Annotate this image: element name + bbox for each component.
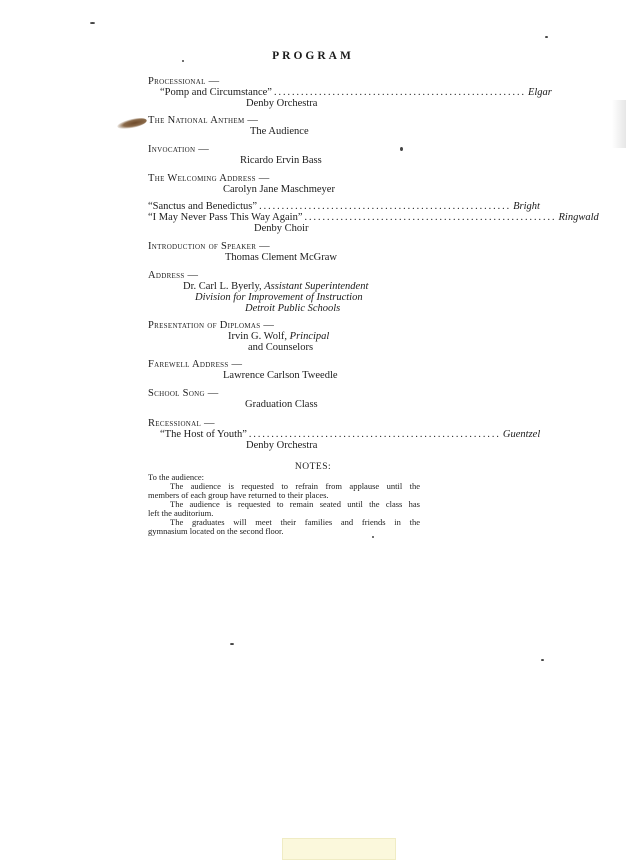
welcoming-heading: The Welcoming Address —	[148, 173, 270, 184]
speck	[541, 659, 544, 661]
leader-dots: ........................................................	[248, 429, 501, 440]
notes-salutation: To the audience:	[148, 472, 205, 482]
song-heading: School Song —	[148, 388, 219, 399]
recessional-piece: “The Host of Youth”	[160, 429, 247, 440]
speck	[545, 36, 548, 38]
speck	[182, 60, 184, 62]
choir-piece-2: “I May Never Pass This Way Again”	[148, 212, 303, 223]
welcoming-person: Carolyn Jane Maschmeyer	[223, 184, 335, 195]
speck	[400, 147, 403, 151]
address-heading: Address —	[148, 270, 199, 281]
choir-composer-2: Ringwald	[558, 212, 599, 223]
notes-paragraph-2-line-2: left the auditorium.	[148, 508, 214, 518]
recessional-composer: Guentzel	[502, 429, 541, 440]
speck	[372, 536, 374, 538]
anthem-performer: The Audience	[250, 126, 309, 137]
diplomas-heading: Presentation of Diplomas —	[148, 320, 275, 331]
notes-paragraph-3-line-2: gymnasium located on the second floor.	[148, 526, 284, 536]
address-schools: Detroit Public Schools	[245, 303, 341, 314]
notes-paragraph-2-line-1: The audience is requested to remain seated until the class has	[170, 499, 420, 509]
tape-strip	[282, 838, 396, 860]
notes-title: NOTES:	[294, 462, 332, 472]
leader-dots: ........................................................	[273, 87, 526, 98]
introduction-heading: Introduction of Speaker —	[148, 241, 270, 252]
processional-piece: “Pomp and Circumstance”	[160, 87, 272, 98]
diplomas-title: Principal	[289, 331, 330, 342]
address-division: Division for Improvement of Instruction	[195, 292, 363, 303]
processional-performer: Denby Orchestra	[246, 98, 318, 109]
address-title: Assistant Superintendent	[264, 281, 369, 292]
choir-performer: Denby Choir	[254, 223, 309, 234]
invocation-heading: Invocation —	[148, 144, 210, 155]
processional-composer: Elgar	[527, 87, 552, 98]
address-name: Dr. Carl L. Byerly,	[183, 281, 262, 292]
farewell-person: Lawrence Carlson Tweedle	[223, 370, 338, 381]
ink-stain	[116, 116, 147, 131]
recessional-performer: Denby Orchestra	[246, 440, 318, 451]
farewell-heading: Farewell Address —	[148, 359, 243, 370]
notes-paragraph-1-line-1: The audience is requested to refrain from applause until the	[170, 481, 420, 491]
invocation-person: Ricardo Ervin Bass	[240, 155, 322, 166]
processional-heading: Processional —	[148, 76, 220, 87]
notes-paragraph-1-line-2: members of each group have returned to their places.	[148, 490, 329, 500]
speck	[90, 22, 95, 24]
song-performer: Graduation Class	[245, 399, 318, 410]
page-shadow	[612, 100, 626, 148]
choir-composer-1: Bright	[513, 201, 540, 212]
speck	[230, 643, 234, 645]
recessional-heading: Recessional —	[148, 418, 215, 429]
choir-piece-1: “Sanctus and Benedictus”	[148, 201, 258, 212]
anthem-heading: The National Anthem —	[148, 115, 259, 126]
introduction-person: Thomas Clement McGraw	[225, 252, 337, 263]
leader-dots: ........................................................	[259, 201, 512, 212]
leader-dots: ........................................................	[304, 212, 557, 223]
diplomas-counselors: and Counselors	[248, 342, 314, 353]
diplomas-name: Irvin G. Wolf,	[228, 331, 288, 342]
notes-paragraph-3-line-1: The graduates will meet their families and friends in the	[170, 517, 420, 527]
program-title: PROGRAM	[272, 50, 354, 62]
